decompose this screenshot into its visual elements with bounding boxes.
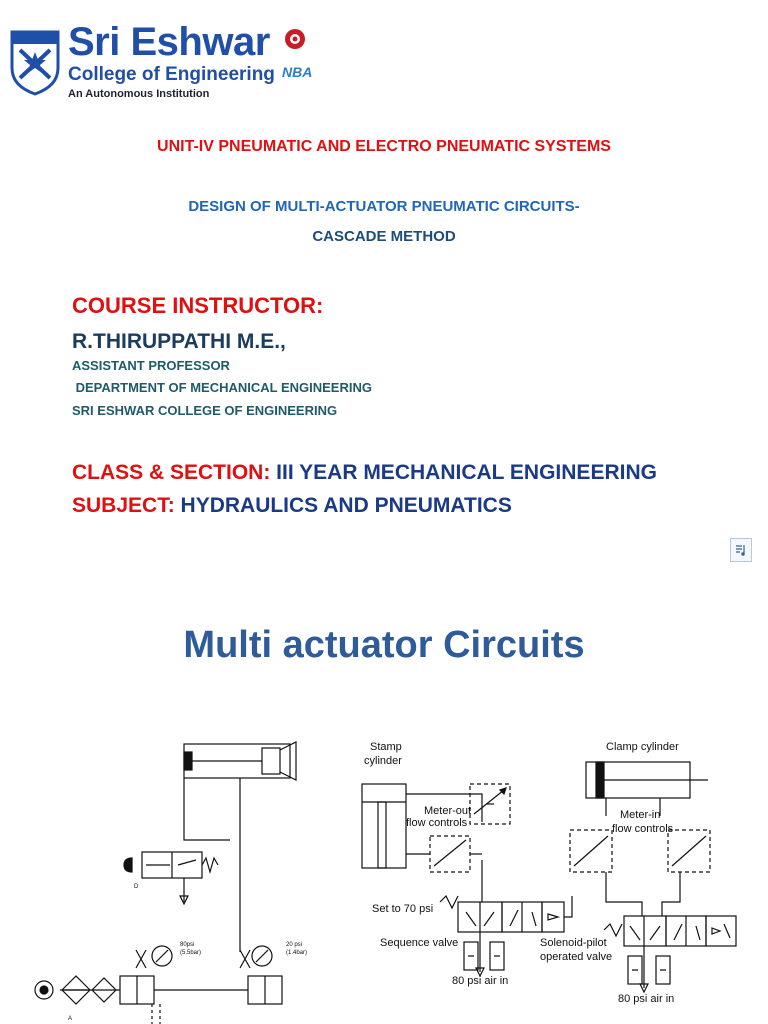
college-tagline: An Autonomous Institution	[68, 88, 210, 100]
solenoid-label: Solenoid-pilot	[540, 937, 607, 949]
college-name: Sri Eshwar	[68, 20, 270, 64]
class-section-label: CLASS & SECTION:	[72, 461, 271, 484]
pressure-label-1: 80psi	[180, 942, 195, 948]
meter-out-label-2: flow controls	[406, 817, 468, 829]
stamp-cylinder-label-2: cylinder	[364, 755, 402, 767]
pressure-label-1b: (5.5bar)	[180, 950, 202, 956]
audio-note-icon[interactable]	[730, 538, 752, 562]
instructor-department: DEPARTMENT OF MECHANICAL ENGINEERING	[72, 380, 372, 395]
meter-in-label: Meter-in	[620, 809, 661, 821]
air-in-label-middle: 80 psi air in	[452, 975, 509, 987]
course-instructor-label: COURSE INSTRUCTOR:	[72, 293, 324, 318]
subject-row	[72, 494, 512, 518]
left-circuit	[35, 742, 296, 1024]
pressure-label-2b: (1.4bar)	[286, 950, 308, 956]
subject-label: SUBJECT:	[72, 494, 175, 517]
design-title-line1: DESIGN OF MULTI-ACTUATOR PNEUMATIC CIRCUITS-	[188, 198, 580, 215]
unit-title: UNIT-IV PNEUMATIC AND ELECTRO PNEUMATIC SYSTEMS	[157, 138, 611, 155]
class-section-value: III YEAR MECHANICAL ENGINEERING	[270, 461, 657, 484]
sequence-valve-label: Sequence valve	[380, 937, 459, 949]
meter-out-label: Meter-out	[424, 805, 472, 817]
design-title-line2: CASCADE METHOD	[312, 228, 456, 245]
stamp-cylinder-label: Stamp	[370, 741, 402, 753]
nba-badge: NBA	[282, 64, 313, 80]
air-in-label-right: 80 psi air in	[618, 993, 675, 1005]
class-section-row	[72, 461, 657, 485]
instructor-designation: ASSISTANT PROFESSOR	[72, 358, 230, 373]
college-shield-logo	[10, 28, 60, 96]
meter-in-label-2: flow controls	[612, 823, 674, 835]
pressure-label-2: 20 psi	[286, 942, 303, 948]
set-psi-label: Set to 70 psi	[372, 903, 434, 915]
solenoid-label-2: operated valve	[540, 951, 613, 963]
next-slide-title: Multi actuator Circuits	[183, 624, 585, 666]
instructor-name: R.THIRUPPATHI M.E.,	[72, 330, 286, 353]
subject-value: HYDRAULICS AND PNEUMATICS	[174, 494, 512, 517]
pneumatic-circuit-diagrams	[0, 720, 768, 1024]
instructor-college: SRI ESHWAR COLLEGE OF ENGINEERING	[72, 403, 338, 418]
accreditation-seal-icon	[284, 28, 306, 54]
valve-letter-d: D	[134, 884, 139, 890]
letter-a: A	[68, 1016, 73, 1022]
clamp-cylinder-label: Clamp cylinder	[606, 741, 679, 753]
college-subtitle: College of Engineering	[68, 64, 275, 85]
